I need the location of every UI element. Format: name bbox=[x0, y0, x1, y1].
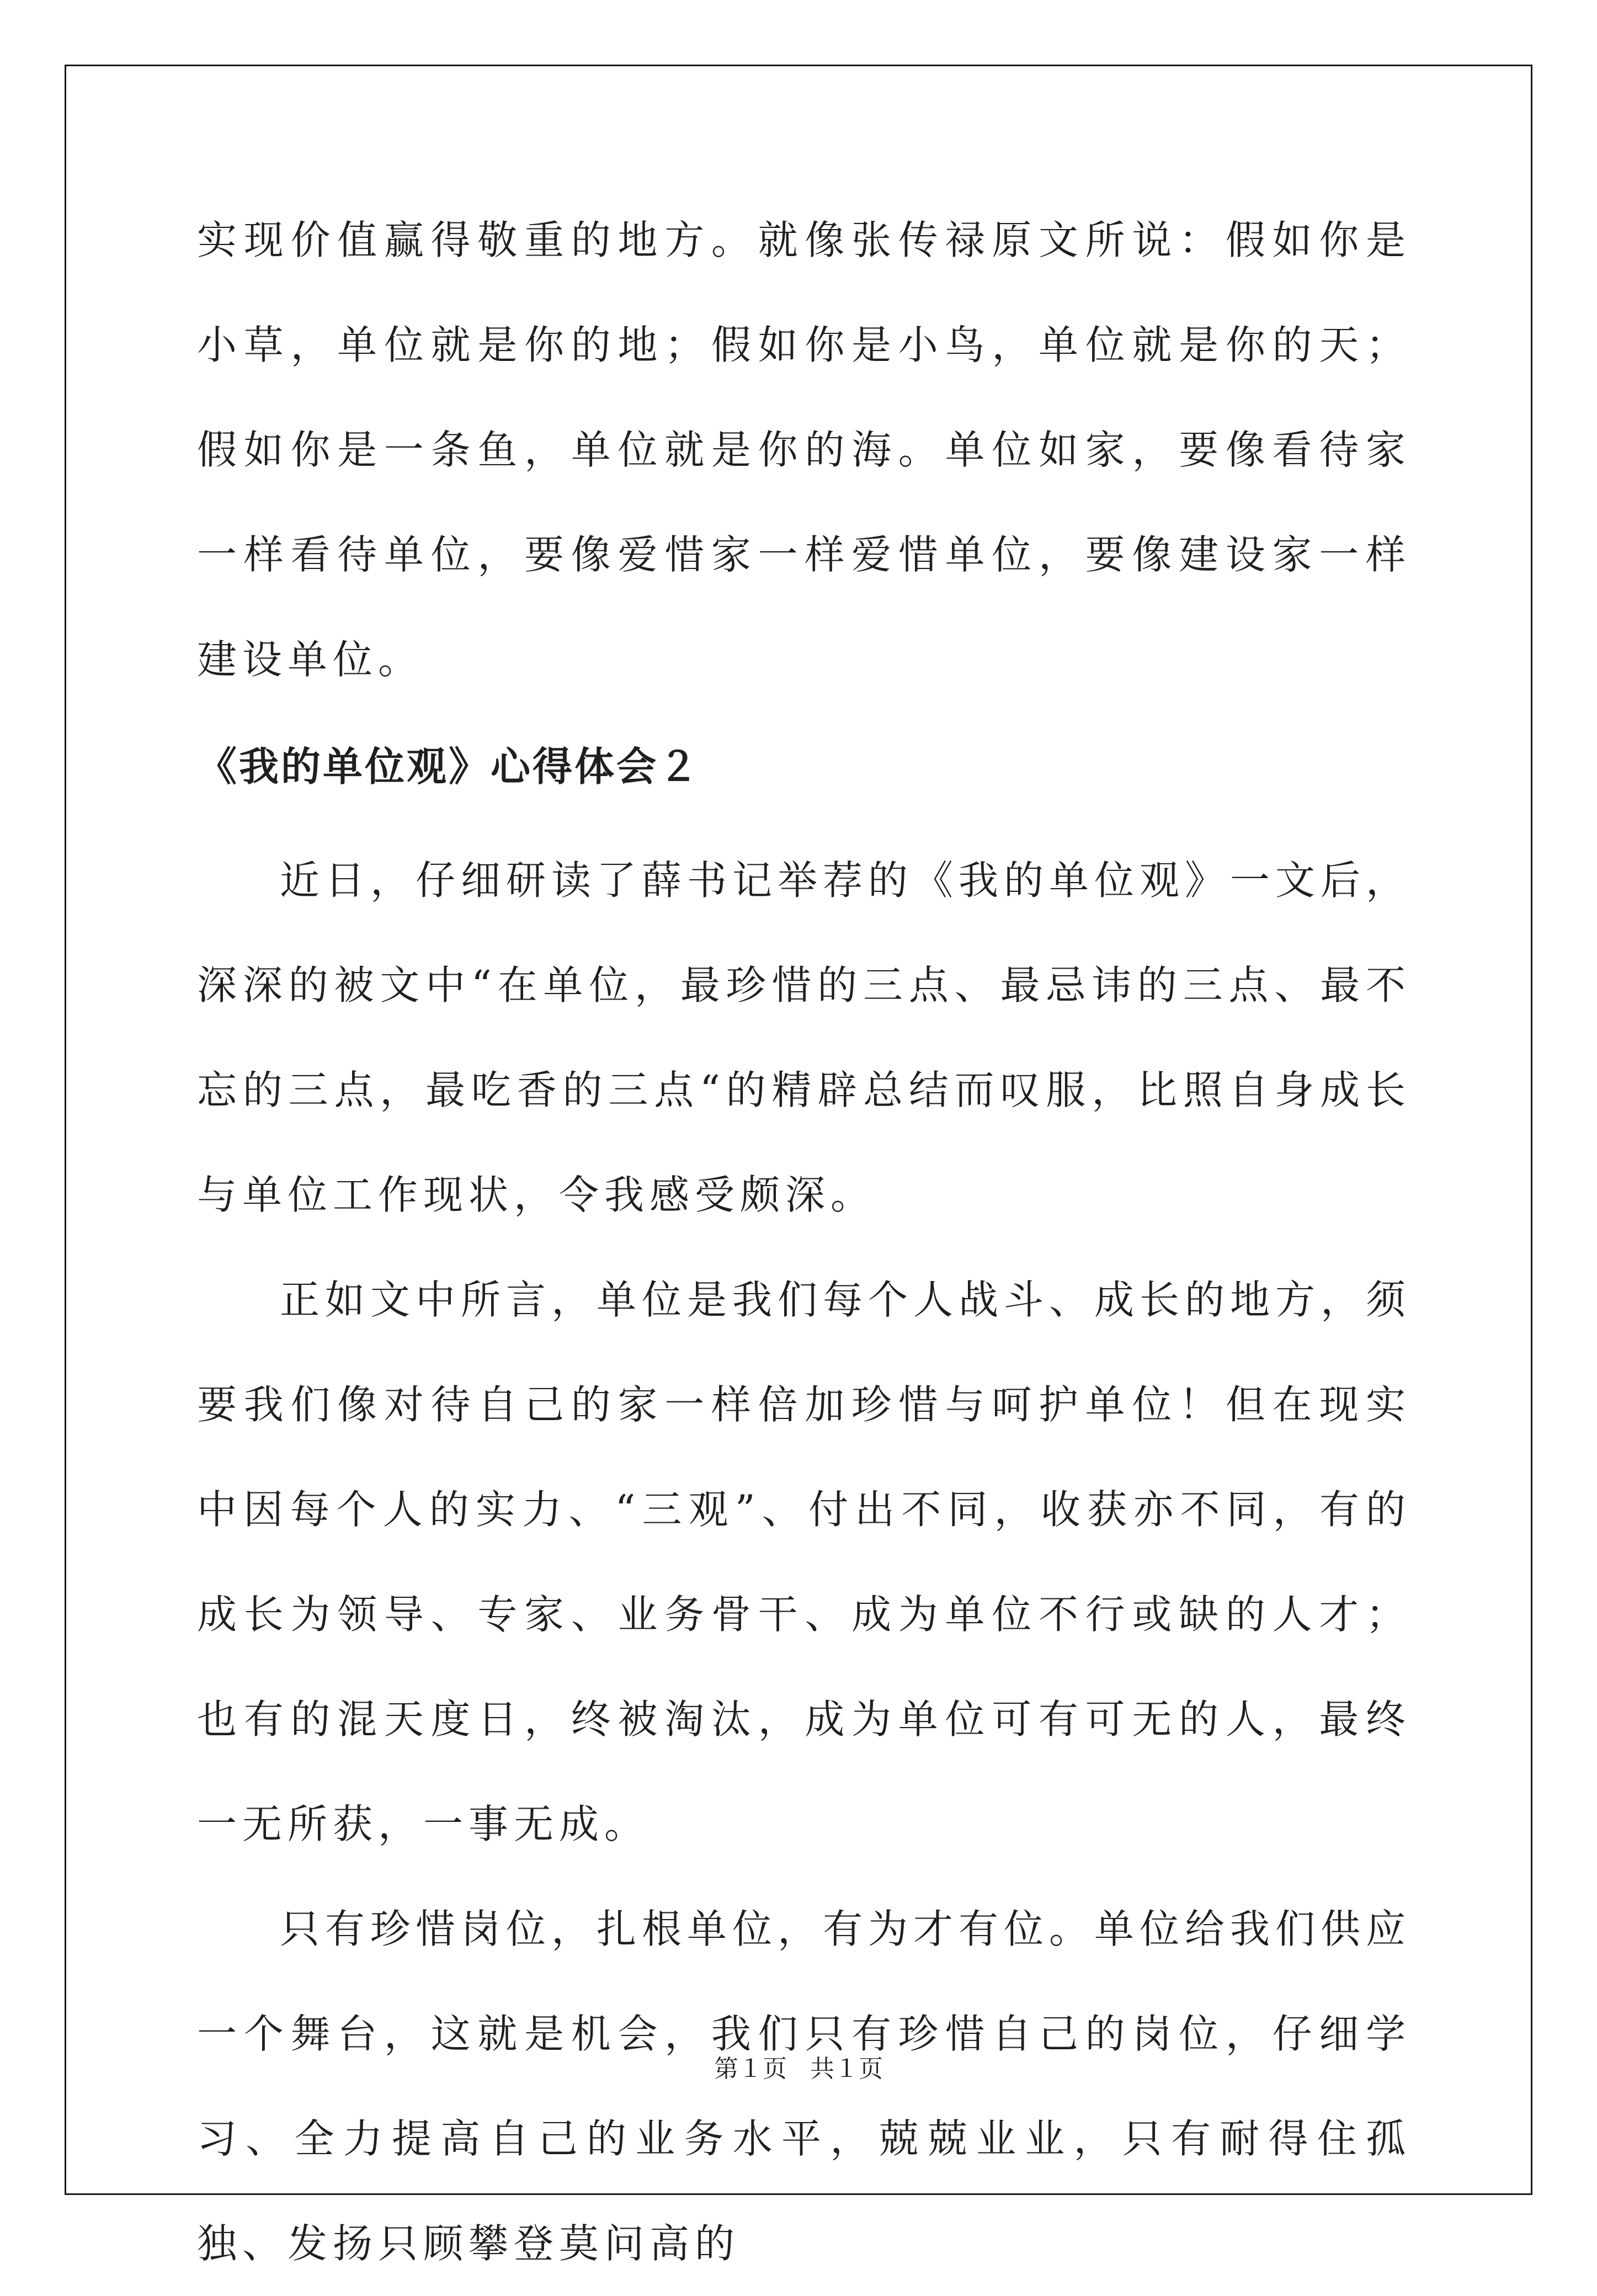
section-title: 《我的单位观》心得体会２ bbox=[197, 743, 701, 790]
document-body bbox=[197, 188, 1411, 2296]
paragraph: 只有珍惜岗位，扎根单位，有为才有位。单位给我们供应一个舞台，这就是机会，我们只有珍惜自己的岗位，仔细学习、全力提高自己的业务水平，兢兢业业，只有耐得住孤独、发扬只顾攀登莫问高的 bbox=[197, 1906, 1412, 2267]
page-total: 共１页 bbox=[810, 2055, 883, 2083]
page-number: 第１页 bbox=[714, 2055, 787, 2083]
page-footer bbox=[0, 2049, 1597, 2084]
paragraph: 正如文中所言，单位是我们每个人战斗、成长的地方，须要我们像对待自己的家一样倍加珍惜与呵护单位！但在现实中因每个人的实力、“三观”、付出不同，收获亦不同，有的成长为领导、专家、业务骨干、成为单位不行或缺的人才；也有的混天度日，终被淘汰，成为单位可有可无的人，最终一无所获，一事无成。 bbox=[197, 1277, 1412, 1847]
paragraph: 近日，仔细研读了薛书记举荐的《我的单位观》一文后，深深的被文中“在单位，最珍惜的三点、最忌讳的三点、最不忘的三点，最吃香的三点“的精辟总结而叹服，比照自身成长与单位工作现状，令我感受颇深。 bbox=[197, 857, 1412, 1218]
paragraph-continued: 实现价值赢得敬重的地方。就像张传禄原文所说：假如你是小草，单位就是你的地；假如你是小鸟，单位就是你的天；假如你是一条鱼，单位就是你的海。单位如家，要像看待家一样看待单位，要像爱惜家一样爱惜单位，要像建设家一样建设单位。 bbox=[197, 217, 1411, 683]
